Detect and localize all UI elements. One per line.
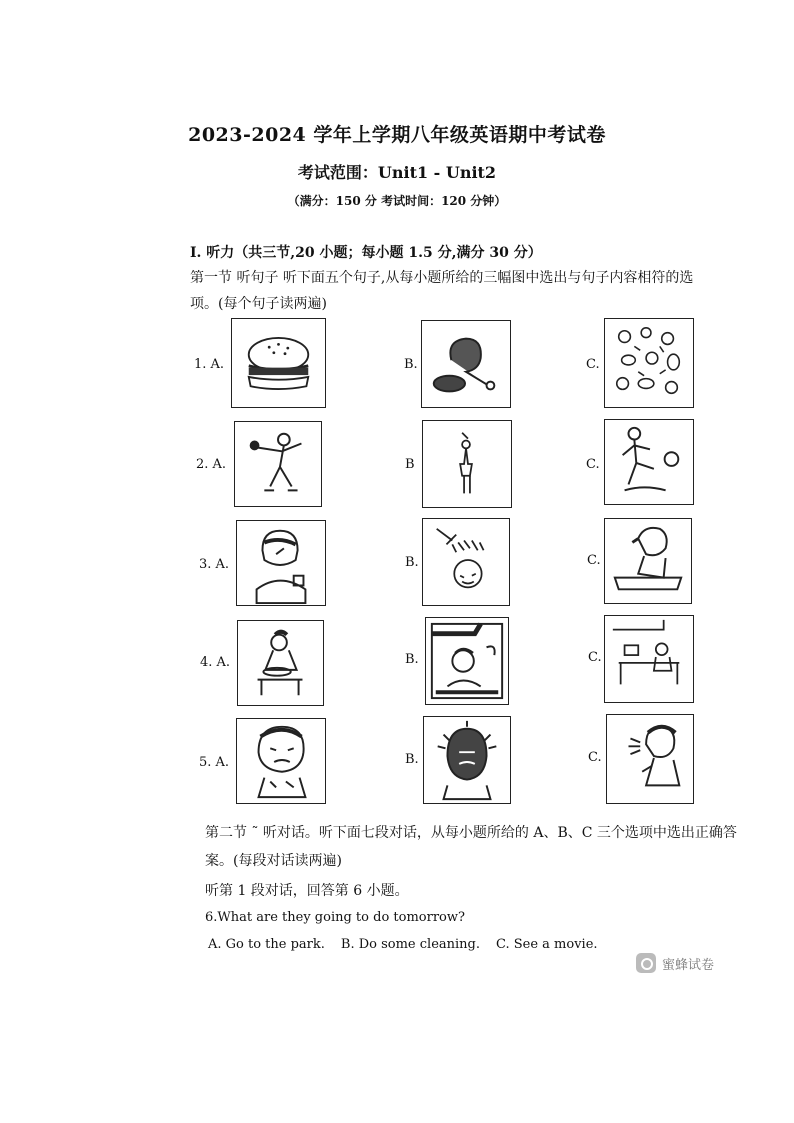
desk-study-icon xyxy=(604,615,694,703)
window-reading-icon xyxy=(425,617,509,705)
soccer-player-icon xyxy=(604,419,694,505)
part1-instructions-line2: 项。(每个句子读两遍) xyxy=(190,296,327,312)
q4-b-label: B. xyxy=(405,652,419,667)
q5-label: 5. A. xyxy=(199,755,230,770)
q2-label: 2. A. xyxy=(196,457,227,472)
part2-instructions-line1: 第二节 ˜ 听对话。听下面七段对话，从每小题所给的 A、B、C 三个选项中选出正确答 xyxy=(205,825,737,841)
q2-b-label: B xyxy=(405,457,415,472)
brushing-teeth-icon xyxy=(236,520,326,606)
vegetables-icon xyxy=(604,318,694,408)
q1-label: 1. A. xyxy=(194,357,225,372)
q6-option-c: C. See a movie. xyxy=(496,937,598,952)
q1-b-label: B. xyxy=(404,357,418,372)
exam-title: 2023-2024 学年上学期八年级英语期中考试卷 xyxy=(188,124,606,146)
watermark-text: 蜜蜂试卷 xyxy=(662,957,715,973)
question-6-options xyxy=(208,937,614,952)
exam-scope: 考试范围：Unit1 - Unit2 xyxy=(297,163,497,182)
q5-b-label: B. xyxy=(405,752,419,767)
q3-c-label: C. xyxy=(587,553,601,568)
eating-boy-icon xyxy=(237,620,324,706)
standing-girl-icon xyxy=(422,420,512,508)
q4-label: 4. A. xyxy=(200,655,231,670)
q5-c-label: C. xyxy=(588,750,602,765)
dialogue-1-intro: 听第 1 段对话，回答第 6 小题。 xyxy=(205,883,409,899)
q6-option-a: A. Go to the park. xyxy=(208,937,325,952)
watermark xyxy=(636,953,714,973)
exam-meta: （满分：150 分 考试时间：120 分钟） xyxy=(287,194,507,208)
coughing-man-icon xyxy=(606,714,694,804)
headache-icon xyxy=(423,716,511,804)
q1-c-label: C. xyxy=(586,357,600,372)
q2-c-label: C. xyxy=(586,457,600,472)
q4-c-label: C. xyxy=(588,650,602,665)
section-heading: Ⅰ. 听力（共三节,20 小题；每小题 1.5 分,满分 30 分） xyxy=(190,245,542,261)
washing-face-icon xyxy=(604,518,692,604)
chicken-leg-icon xyxy=(421,320,511,408)
baseball-player-icon xyxy=(234,421,322,507)
sick-boy-icon xyxy=(236,718,326,804)
question-6: 6.What are they going to do tomorrow? xyxy=(205,910,465,925)
hamburger-icon xyxy=(231,318,326,408)
part1-instructions-line1: 第一节 听句子 听下面五个句子,从每小题所给的三幅图中选出与句子内容相符的选 xyxy=(190,270,694,286)
q3-label: 3. A. xyxy=(199,557,230,572)
watermark-logo-icon xyxy=(636,953,656,973)
part2-instructions-line2: 案。(每段对话读两遍) xyxy=(205,853,342,869)
q3-b-label: B. xyxy=(405,555,419,570)
q6-option-b: B. Do some cleaning. xyxy=(340,937,480,952)
shower-icon xyxy=(422,518,510,606)
